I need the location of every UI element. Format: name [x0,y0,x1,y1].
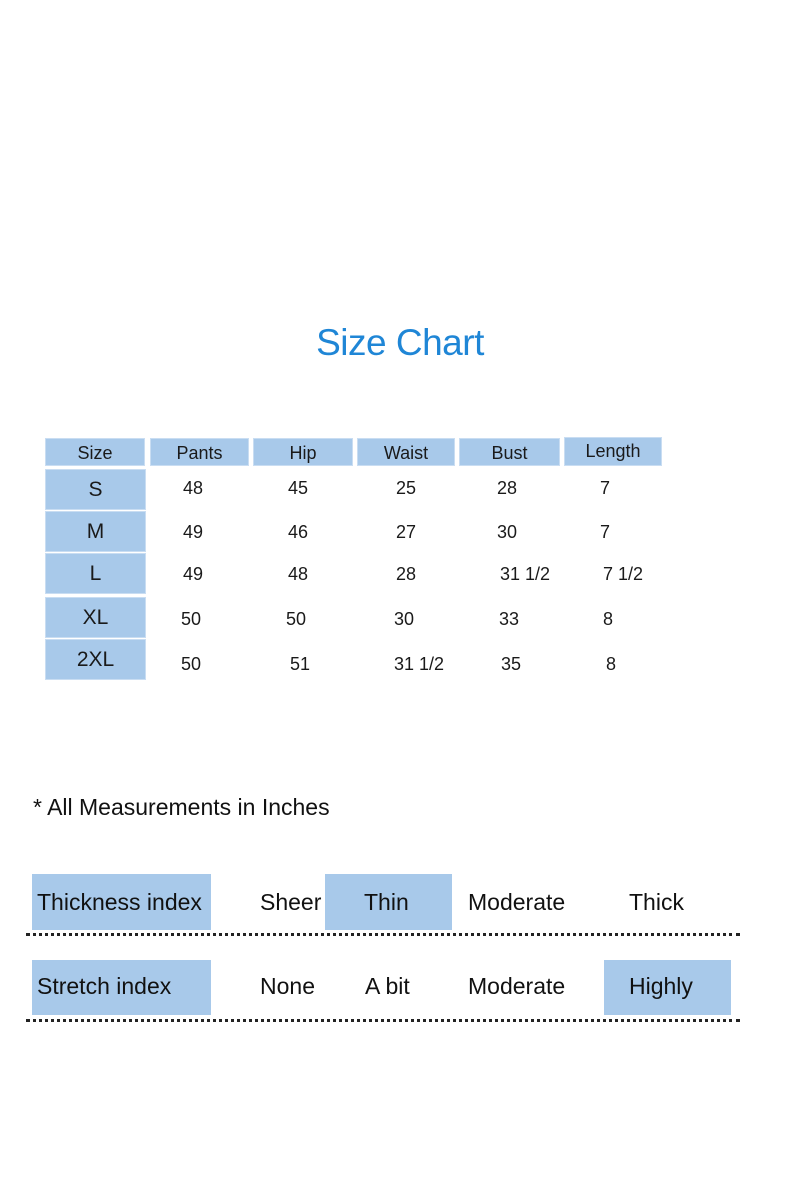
divider [26,933,740,936]
cell-pants: 50 [181,609,202,629]
cell-hip: 48 [288,564,309,584]
cell-hip: 45 [288,478,309,498]
cell-waist: 28 [396,564,417,584]
stretch-index-label: Stretch index [32,960,211,1015]
cell-pants: 50 [181,654,202,674]
cell-waist: 31 1/2 [394,654,445,674]
header-size: Size [45,438,145,466]
row-size-label: S [45,469,146,510]
measurement-note: * All Measurements in Inches [33,794,330,820]
cell-pants: 49 [183,522,204,542]
cell-hip: 46 [288,522,309,542]
cell-bust: 31 1/2 [500,564,551,584]
cell-bust: 28 [497,478,518,498]
page-title: Size Chart [316,322,484,363]
row-size-label: M [45,511,146,552]
divider [26,1019,740,1022]
cell-length: 7 [600,522,611,542]
cell-length: 8 [606,654,617,674]
cell-waist: 27 [396,522,417,542]
cell-bust: 35 [501,654,522,674]
stretch-index-row [0,960,800,1020]
cell-hip: 51 [290,654,311,674]
stretch-option-highly: Highly [604,960,731,1015]
thickness-index-row [0,874,800,934]
row-size-label: 2XL [45,639,146,680]
header-waist: Waist [357,438,455,466]
thickness-option-moderate: Moderate [468,889,566,915]
row-size-label: XL [45,597,146,638]
cell-pants: 49 [183,564,204,584]
cell-bust: 33 [499,609,520,629]
header-pants: Pants [150,438,249,466]
cell-length: 7 [600,478,611,498]
thickness-option-thick: Thick [629,889,684,915]
cell-hip: 50 [286,609,307,629]
cell-length: 8 [603,609,614,629]
cell-waist: 30 [394,609,415,629]
stretch-option-a-bit: A bit [365,973,410,999]
cell-length: 7 1/2 [603,564,644,584]
header-hip: Hip [253,438,353,466]
row-size-label: L [45,553,146,594]
header-length: Length [564,437,662,466]
thickness-option-sheer: Sheer [260,889,322,915]
thickness-option-thin: Thin [325,874,452,930]
cell-waist: 25 [396,478,417,498]
header-bust: Bust [459,438,560,466]
cell-bust: 30 [497,522,518,542]
stretch-option-none: None [260,973,315,999]
cell-pants: 48 [183,478,204,498]
thickness-index-label: Thickness index [32,874,211,930]
stretch-option-moderate: Moderate [468,973,566,999]
